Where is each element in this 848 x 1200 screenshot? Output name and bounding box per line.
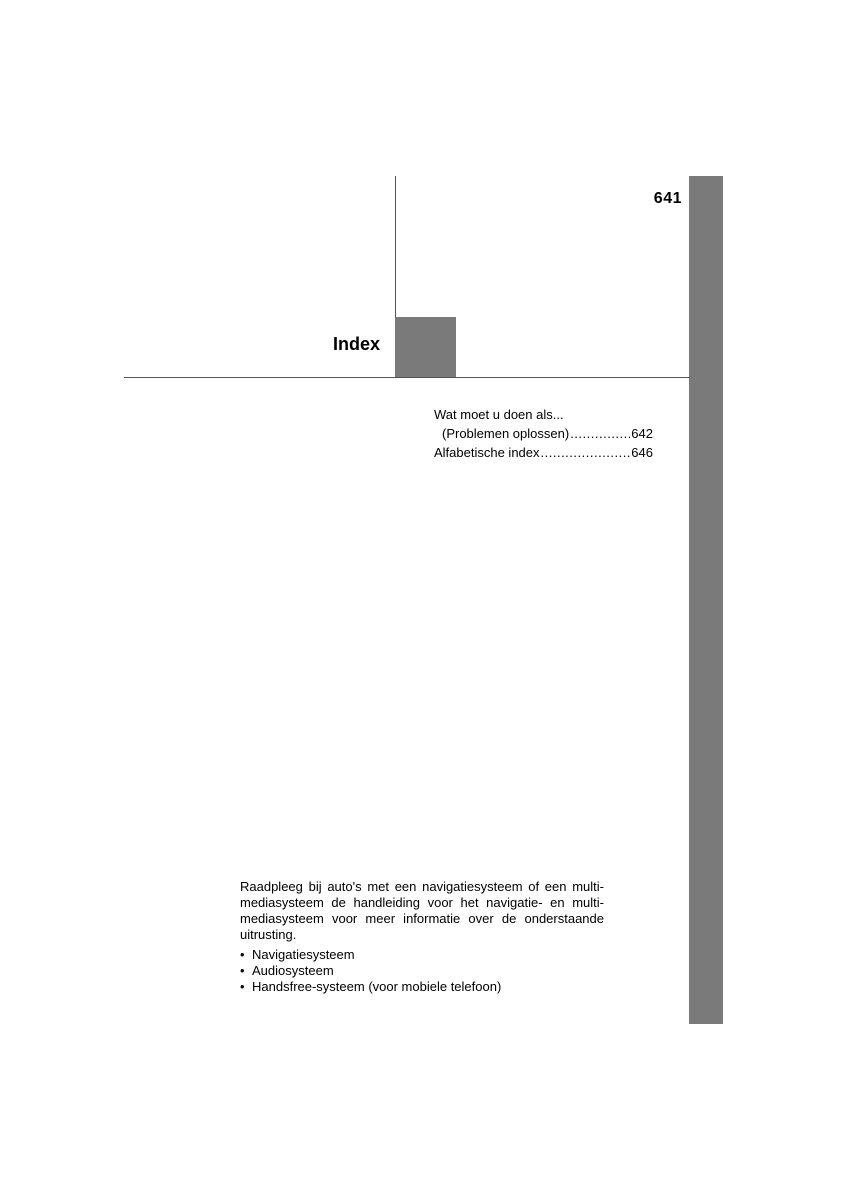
note-paragraph: Raadpleeg bij auto's met een navigatiesysteem of een multi-mediasysteem de handleiding voor het navigatie- en multi-mediasysteem voor meer informatie over de onderstaande uitrusting. bbox=[240, 879, 604, 942]
sidebar-tab-bar bbox=[689, 176, 723, 1024]
list-item bbox=[240, 963, 604, 979]
list-item-label: Handsfree-systeem (voor mobiele telefoon) bbox=[252, 979, 502, 994]
list-item bbox=[240, 979, 604, 995]
toc-entry-page: 646 bbox=[631, 445, 653, 460]
list-item bbox=[240, 947, 604, 963]
dot-leader bbox=[570, 424, 630, 443]
toc-entry-label: Alfabetische index bbox=[434, 445, 540, 460]
bullet-icon: • bbox=[240, 963, 245, 978]
toc-entry-label: (Problemen oplossen) bbox=[442, 426, 570, 441]
bullet-icon: • bbox=[240, 979, 245, 994]
toc-entry-troubleshooting-heading bbox=[434, 405, 653, 424]
bullet-icon: • bbox=[240, 947, 245, 962]
navigation-system-note bbox=[240, 879, 604, 995]
equipment-list bbox=[240, 947, 604, 995]
toc-entry-alphabetical-index[interactable] bbox=[434, 443, 653, 462]
toc-entry-troubleshooting[interactable] bbox=[434, 424, 653, 443]
list-item-label: Audiosysteem bbox=[252, 963, 334, 978]
toc-entry-label: Wat moet u doen als... bbox=[434, 407, 564, 422]
section-tab-block bbox=[395, 317, 456, 377]
list-item-label: Navigatiesysteem bbox=[252, 947, 355, 962]
table-of-contents bbox=[434, 405, 653, 462]
section-title: Index bbox=[332, 334, 380, 354]
horizontal-divider bbox=[124, 377, 690, 378]
dot-leader bbox=[541, 443, 631, 462]
toc-entry-page: 642 bbox=[631, 426, 653, 441]
page-number: 641 bbox=[653, 190, 682, 207]
